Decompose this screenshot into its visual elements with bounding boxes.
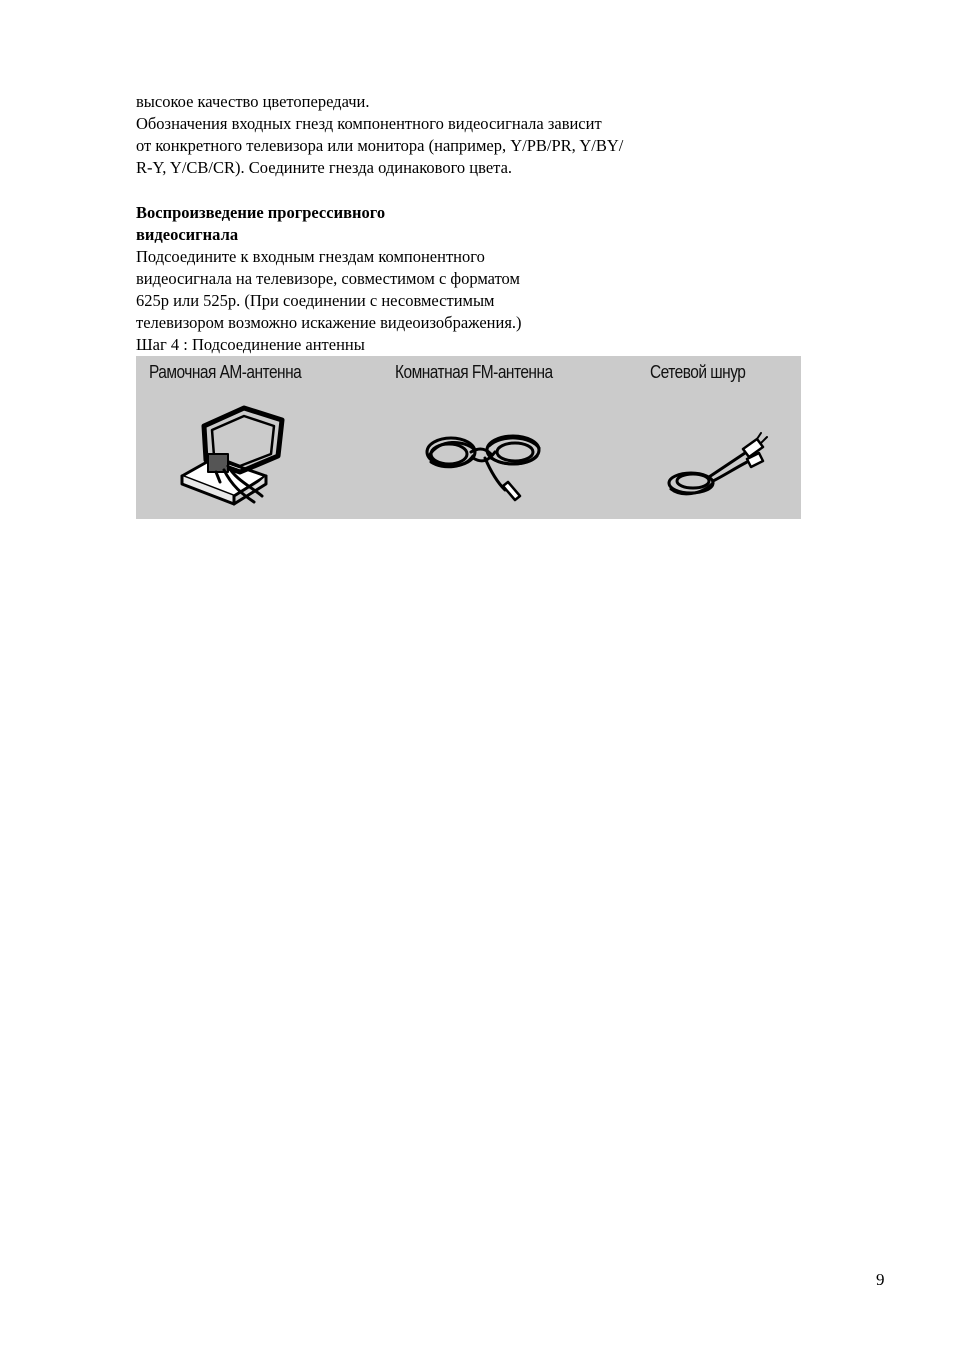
text-line: телевизором возможно искажение видеоизображения.) xyxy=(136,313,522,332)
text-line: 625p или 525p. (При соединении с несовместимым xyxy=(136,291,495,310)
text-line: от конкретного телевизора или монитора (например, Y/PB/PR, Y/BY/ xyxy=(136,136,624,155)
text-line: R-Y, Y/CB/CR). Соедините гнезда одинакового цвета. xyxy=(136,158,513,177)
power-cord-icon xyxy=(661,431,771,506)
text-line: видеосигнала на телевизоре, совместимом с форматом xyxy=(136,269,520,288)
am-loop-antenna-icon xyxy=(174,396,294,506)
power-cord-label: Сетевой шнур xyxy=(650,362,746,382)
text-line: высокое качество цветопередачи. xyxy=(136,92,370,111)
text-line: Подсоедините к входным гнездам компонентного xyxy=(136,247,485,266)
section-heading: Воспроизведение прогрессивного xyxy=(136,203,386,222)
page-number: 9 xyxy=(876,1270,885,1289)
step-heading: Шаг 4 : Подсоединение антенны xyxy=(136,335,365,354)
am-antenna-label: Рамочная AM-антенна xyxy=(149,362,302,382)
fm-wire-antenna-icon xyxy=(421,416,546,506)
section-heading: видеосигнала xyxy=(136,225,239,244)
intro-paragraph xyxy=(136,91,756,179)
progressive-video-section xyxy=(136,202,756,356)
accessories-figure xyxy=(136,356,801,519)
text-line: Обозначения входных гнезд компонентного видеосигнала зависит xyxy=(136,114,602,133)
fm-antenna-label: Комнатная FM-антенна xyxy=(395,362,553,382)
